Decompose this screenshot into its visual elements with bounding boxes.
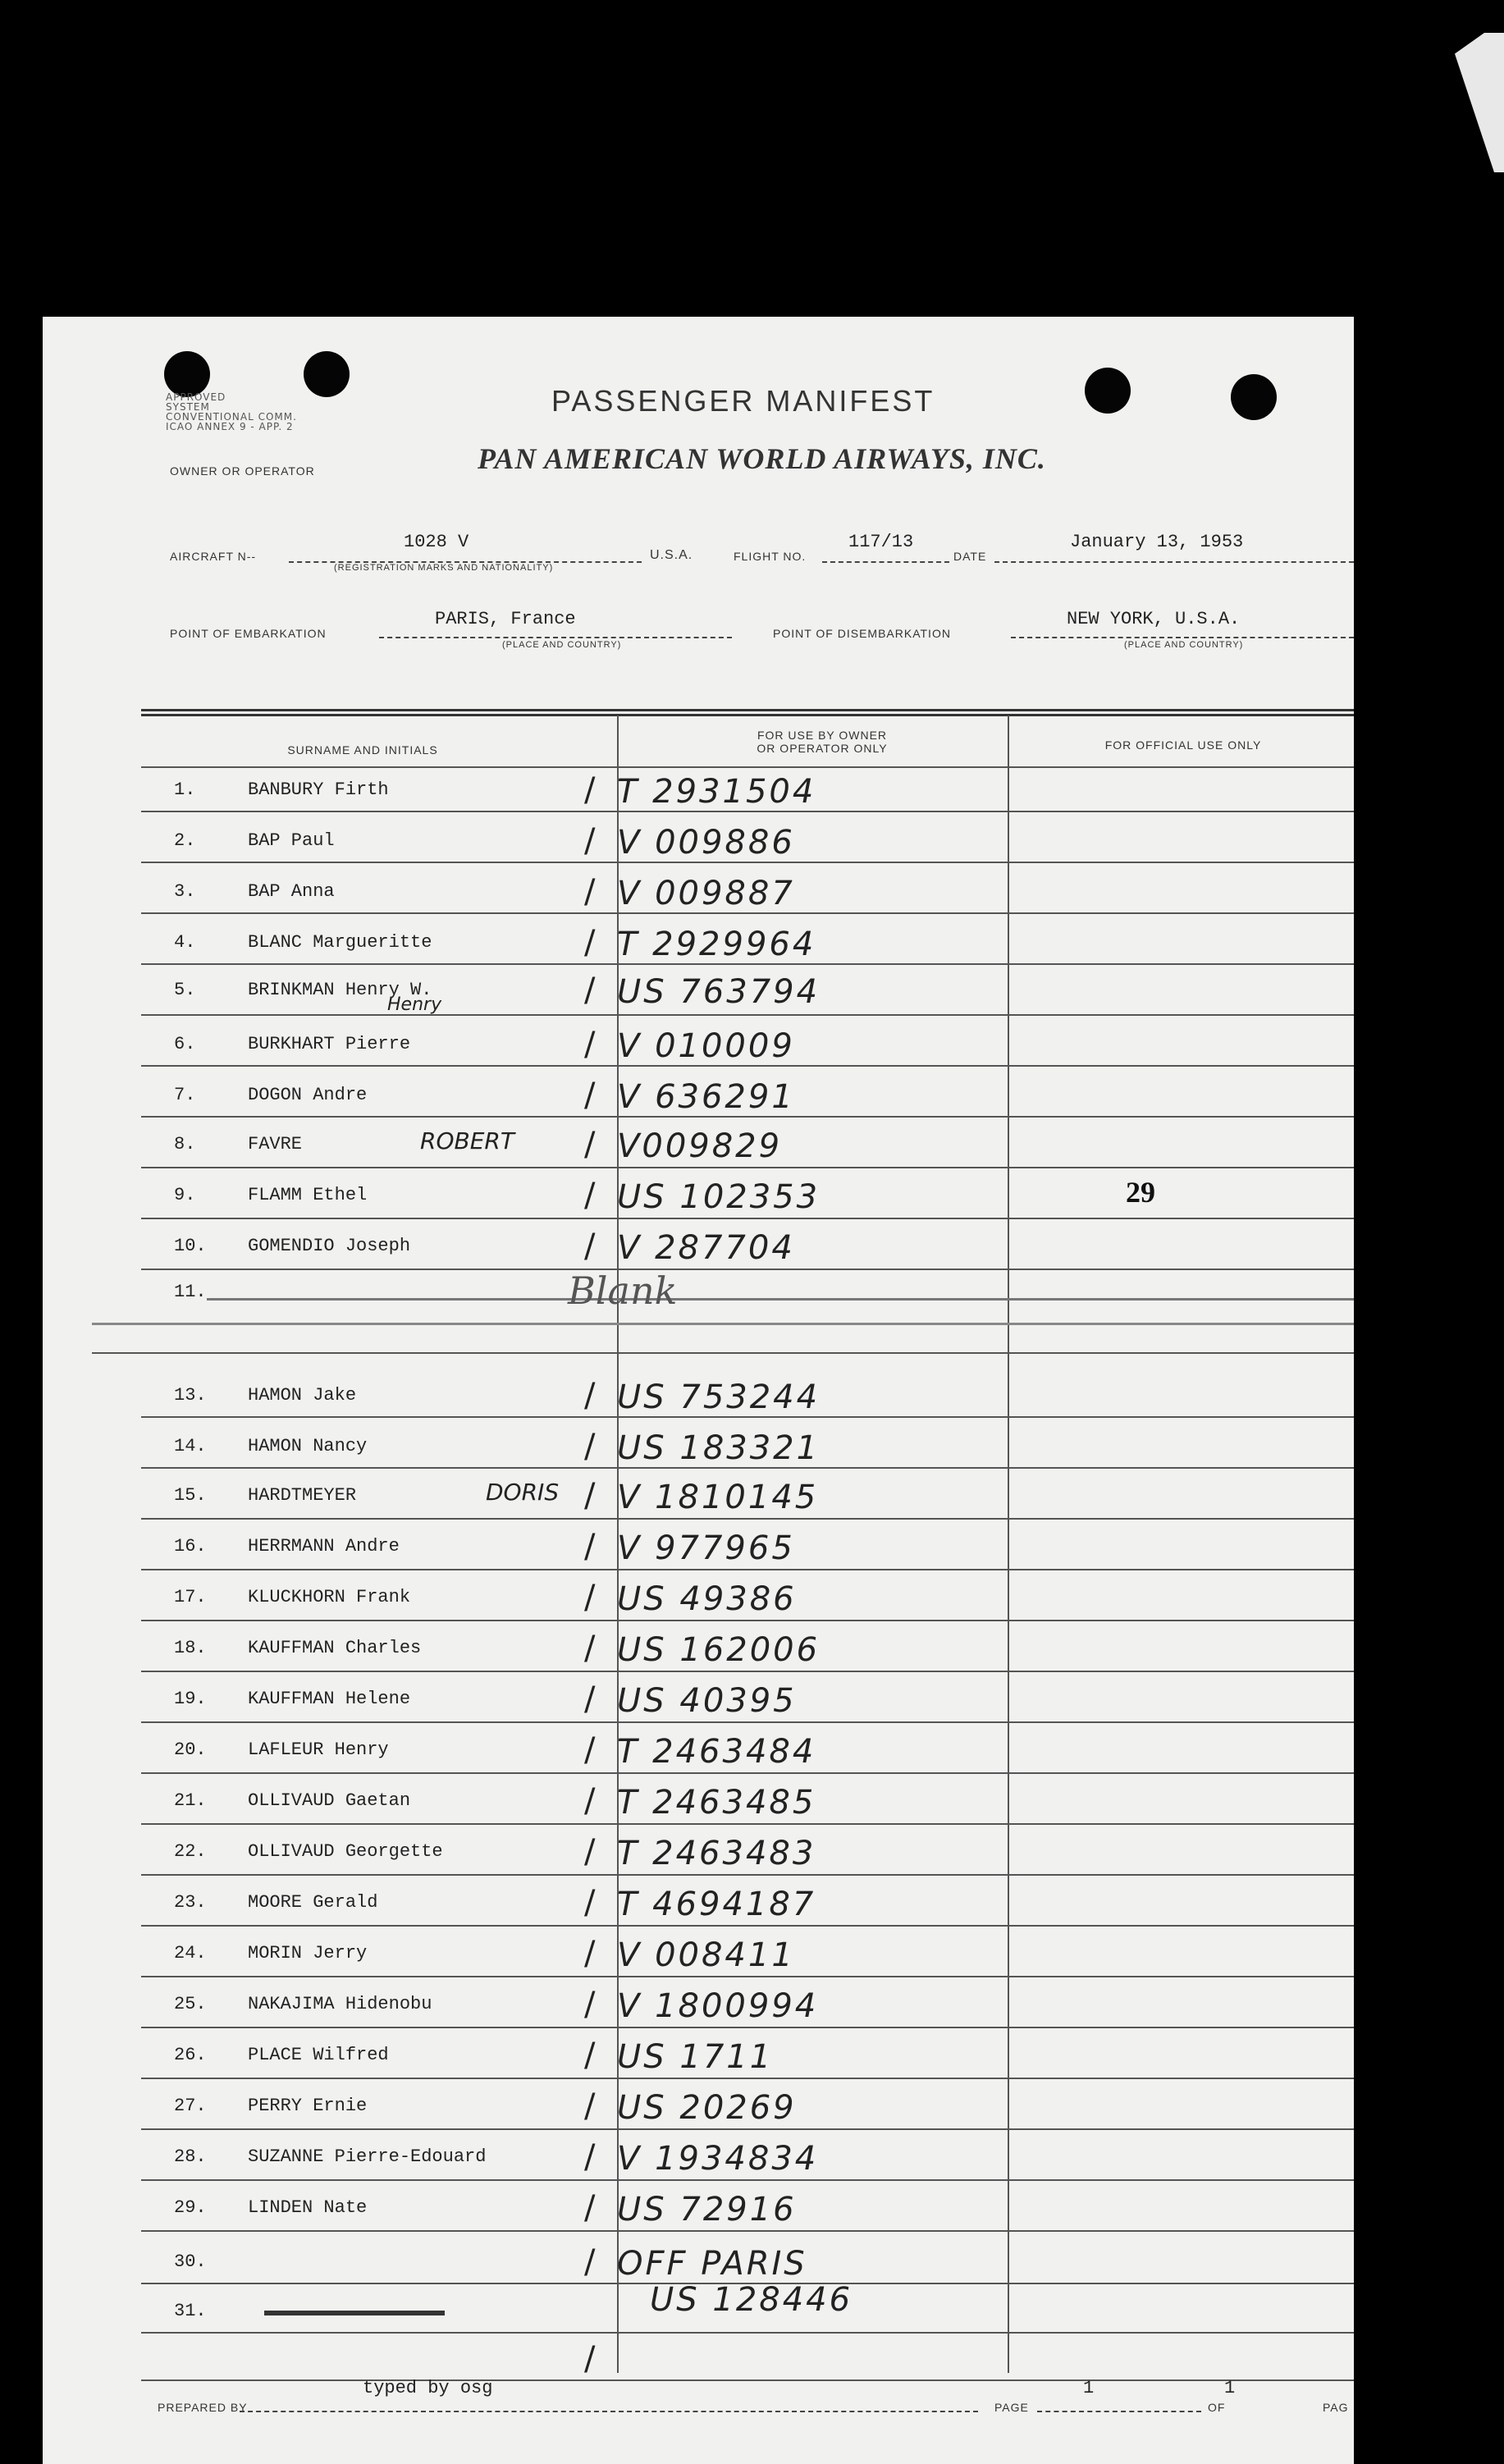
row-number: 28. [174, 2146, 207, 2167]
table-row [43, 1377, 1354, 1416]
row-number: 14. [174, 1436, 207, 1456]
check-mark: / [584, 2189, 596, 2227]
page-underline [1037, 2411, 1201, 2412]
table-row [43, 1986, 1354, 2025]
row-rule [141, 1167, 1354, 1168]
row-number: 2. [174, 830, 196, 851]
passenger-name: HAMON Jake [248, 1385, 357, 1406]
passenger-name: MORIN Jerry [248, 1943, 368, 1963]
row-rule [141, 1116, 1354, 1118]
row-rule [141, 2179, 1354, 2181]
row-rule [141, 811, 1354, 812]
row-number: 30. [174, 2251, 207, 2272]
row-rule [141, 1925, 1354, 1927]
check-mark: / [584, 2340, 596, 2378]
table-row [43, 2281, 1354, 2329]
passport-number: US 49386 [617, 1580, 797, 1618]
embarkation-value: PARIS, France [435, 609, 576, 629]
passenger-name: OLLIVAUD Georgette [248, 1841, 443, 1862]
check-mark: / [584, 1077, 596, 1114]
passport-number: V 287704 [617, 1229, 795, 1267]
column-header-official: FOR OFFICIAL USE ONLY [1104, 738, 1262, 752]
page-label-2: PAG [1323, 2401, 1349, 2414]
row-rule [141, 1823, 1354, 1825]
passport-number: US 102353 [617, 1178, 821, 1216]
passenger-name: GOMENDIO Joseph [248, 1236, 411, 1256]
passport-number: US 1711 [617, 2038, 774, 2076]
passport-number: US 183321 [617, 1429, 821, 1467]
official-mark: 29 [1126, 1176, 1155, 1209]
row-number: 3. [174, 881, 196, 902]
check-mark: / [584, 1477, 596, 1515]
table-row [43, 1227, 1354, 1267]
owner-label: OWNER OR OPERATOR [170, 464, 315, 478]
check-mark: / [584, 1630, 596, 1667]
passport-number: V 1934834 [617, 2140, 819, 2178]
punch-hole [304, 351, 350, 397]
passport-number: US 763794 [617, 973, 821, 1011]
row-number: 4. [174, 932, 196, 953]
passenger-name: LAFLEUR Henry [248, 1739, 389, 1760]
row-rule [141, 1014, 1354, 1016]
table-row [43, 1126, 1354, 1165]
passenger-name: KLUCKHORN Frank [248, 1587, 411, 1607]
row-number: 26. [174, 2045, 207, 2065]
passport-number: V 636291 [617, 1078, 795, 1116]
row-number: 6. [174, 1034, 196, 1054]
column-header-surname: SURNAME AND INITIALS [287, 743, 438, 757]
row-number: 8. [174, 1134, 196, 1154]
check-mark: / [584, 1986, 596, 2023]
struck-out-name [264, 2311, 445, 2315]
punch-hole [164, 351, 210, 397]
row-rule [141, 1218, 1354, 1219]
table-row [43, 1782, 1354, 1822]
aircraft-label: AIRCRAFT N-- [170, 550, 257, 563]
embarkation-underline [379, 637, 732, 638]
handwritten-correction: Henry [387, 994, 442, 1015]
passport-number: T 2931504 [617, 773, 816, 811]
passenger-name: KAUFFMAN Helene [248, 1689, 411, 1709]
passport-number: US 162006 [617, 1631, 821, 1669]
passenger-name: FLAMM Ethel [248, 1185, 368, 1205]
passport-number: V 009886 [617, 824, 795, 862]
table-top-rule [141, 714, 1354, 716]
row-number: 15. [174, 1485, 207, 1506]
date-underline [994, 561, 1354, 563]
passenger-name: BURKHART Pierre [248, 1034, 411, 1054]
passenger-name: KAUFFMAN Charles [248, 1638, 422, 1658]
row-number: 9. [174, 1185, 196, 1205]
row-rule [141, 1721, 1354, 1723]
flight-underline [822, 561, 949, 563]
passport-number: US 40395 [617, 1682, 797, 1720]
row-rule [141, 2230, 1354, 2232]
aircraft-sublabel: (REGISTRATION MARKS AND NATIONALITY) [334, 563, 554, 573]
page-label: PAGE [994, 2401, 1029, 2414]
check-mark: / [584, 822, 596, 860]
disembarkation-value: NEW YORK, U.S.A. [1067, 609, 1241, 629]
blank-note: Blank [568, 1269, 678, 1313]
flight-label: FLIGHT NO. [734, 550, 807, 563]
passenger-name: PERRY Ernie [248, 2096, 368, 2116]
table-row [43, 873, 1354, 912]
passport-number: V 977965 [617, 1529, 795, 1567]
row-number: 24. [174, 1943, 207, 1963]
row-rule [141, 1874, 1354, 1876]
row-number: 16. [174, 1536, 207, 1557]
table-row [43, 1277, 1354, 1310]
page-title: PASSENGER MANIFEST [551, 384, 935, 418]
check-mark: / [584, 873, 596, 911]
operator-name: PAN AMERICAN WORLD AIRWAYS, INC. [478, 442, 1046, 475]
passport-number: V 1810145 [617, 1479, 819, 1516]
row-number: 19. [174, 1689, 207, 1709]
table-row [43, 1077, 1354, 1116]
row-rule [141, 1518, 1354, 1520]
check-mark: / [584, 1428, 596, 1465]
row-rule [141, 1416, 1354, 1418]
row-rule [141, 1772, 1354, 1774]
check-mark: / [584, 1833, 596, 1871]
table-row [43, 1833, 1354, 1872]
flight-value: 117/13 [848, 532, 914, 552]
row-number: 22. [174, 1841, 207, 1862]
table-row [43, 1176, 1354, 1216]
passenger-name: LINDEN Nate [248, 2197, 368, 2218]
passenger-name: BANBURY Firth [248, 779, 389, 800]
handwritten-correction: DORIS [486, 1479, 560, 1506]
row-rule [141, 1620, 1354, 1621]
check-mark: / [584, 1227, 596, 1265]
row-rule [141, 1976, 1354, 1977]
check-mark: / [584, 2037, 596, 2074]
blank-strike [207, 1298, 1354, 1301]
prepared-by-underline [240, 2411, 978, 2412]
passenger-name: BRINKMAN Henry W. [248, 980, 432, 1000]
punch-hole [1085, 368, 1131, 414]
check-mark: / [584, 1177, 596, 1214]
row-number: 18. [174, 1638, 207, 1658]
passenger-name: SUZANNE Pierre-Edouard [248, 2146, 487, 2167]
row-number: 13. [174, 1385, 207, 1406]
row-number: 10. [174, 1236, 207, 1256]
passport-number: T 2463484 [617, 1733, 816, 1771]
background-sheet-corner [1455, 33, 1504, 172]
passport-number: US 72916 [617, 2191, 797, 2229]
blank-strike [92, 1323, 1354, 1325]
date-value: January 13, 1953 [1070, 532, 1244, 552]
passport-number: US 20269 [617, 2089, 797, 2127]
check-mark: / [584, 1026, 596, 1063]
row-number: 20. [174, 1739, 207, 1760]
row-rule [141, 912, 1354, 914]
column-header-owner-use: FOR USE BY OWNER [757, 729, 888, 742]
check-mark: / [584, 1528, 596, 1566]
column-header-owner-use: OR OPERATOR ONLY [757, 742, 888, 755]
row-rule [141, 2379, 1354, 2381]
check-mark: / [584, 2243, 596, 2281]
row-rule [141, 1671, 1354, 1672]
passport-number: T 2463485 [617, 1784, 816, 1822]
check-mark: / [584, 924, 596, 962]
embarkation-sublabel: (PLACE AND COUNTRY) [502, 640, 622, 650]
passport-number: V 009887 [617, 875, 795, 912]
check-mark: / [584, 771, 596, 809]
table-row [43, 1026, 1354, 1065]
passenger-name: BAP Anna [248, 881, 335, 902]
row-number: 5. [174, 980, 196, 1000]
table-row [43, 771, 1354, 811]
of-label: OF [1208, 2401, 1226, 2414]
punch-hole [1231, 374, 1277, 420]
page-total: 1 [1224, 2378, 1236, 2398]
row-rule [141, 1269, 1354, 1270]
passenger-name: NAKAJIMA Hidenobu [248, 1994, 432, 2014]
passenger-name: MOORE Gerald [248, 1892, 378, 1913]
table-row [43, 2243, 1354, 2283]
row-rule [141, 1065, 1354, 1067]
table-row [43, 1477, 1354, 1516]
manifest-page [43, 317, 1354, 2464]
passenger-name: BAP Paul [248, 830, 335, 851]
passport-number: V 1800994 [617, 1987, 819, 2025]
prepared-by-label: PREPARED BY [158, 2401, 248, 2414]
table-row [43, 1528, 1354, 1567]
passenger-name: OLLIVAUD Gaetan [248, 1790, 411, 1811]
row-number: 21. [174, 1790, 207, 1811]
passenger-name: HAMON Nancy [248, 1436, 368, 1456]
table-row [43, 822, 1354, 862]
row-number: 29. [174, 2197, 207, 2218]
handwritten-correction: ROBERT [420, 1127, 514, 1154]
passenger-name: HERRMANN Andre [248, 1536, 400, 1557]
aircraft-value: 1028 V [404, 532, 469, 552]
disembarkation-underline [1011, 637, 1354, 638]
check-mark: / [584, 2138, 596, 2176]
passport-number: T 2929964 [617, 926, 816, 963]
table-row [43, 1680, 1354, 1720]
handwritten-note: US 128446 [650, 2281, 853, 2319]
disembarkation-sublabel: (PLACE AND COUNTRY) [1124, 640, 1244, 650]
table-row [43, 924, 1354, 963]
table-row [43, 2087, 1354, 2127]
passport-number: T 4694187 [617, 1886, 816, 1923]
check-mark: / [584, 1126, 596, 1163]
table-row [43, 1884, 1354, 1923]
check-mark: / [584, 1935, 596, 1973]
row-number: 7. [174, 1085, 196, 1105]
check-mark: / [584, 1680, 596, 1718]
table-row [43, 971, 1354, 1015]
table-row [43, 2189, 1354, 2229]
row-number: 1. [174, 779, 196, 800]
row-number: 17. [174, 1587, 207, 1607]
check-mark: / [584, 1782, 596, 1820]
row-number: 11. [174, 1282, 207, 1302]
check-mark: / [584, 1731, 596, 1769]
typed-by-note: typed by osg [363, 2378, 493, 2398]
row-rule [141, 1569, 1354, 1570]
passport-number: T 2463483 [617, 1835, 816, 1872]
passport-number: V009829 [617, 1127, 783, 1165]
check-mark: / [584, 1377, 596, 1415]
check-mark: / [584, 1884, 596, 1922]
embarkation-label: POINT OF EMBARKATION [170, 627, 327, 640]
row-rule [141, 963, 1354, 965]
approval-stamp: APPROVED SYSTEM CONVENTIONAL COMM. ICAO ANNEX 9 - APP. 2 [166, 391, 297, 432]
table-row [43, 2037, 1354, 2076]
passport-number: OFF PARIS [617, 2245, 807, 2283]
date-label: DATE [953, 550, 987, 563]
row-number: 23. [174, 1892, 207, 1913]
page-number: 1 [1083, 2378, 1095, 2398]
row-rule [141, 2078, 1354, 2079]
row-rule [141, 2332, 1354, 2334]
row-rule [92, 1352, 1354, 1354]
table-row [43, 2138, 1354, 2178]
passenger-name: HARDTMEYER [248, 1485, 357, 1506]
table-row [43, 1731, 1354, 1771]
check-mark: / [584, 971, 596, 1009]
passenger-name: BLANC Margueritte [248, 932, 432, 953]
table-top-rule [141, 709, 1354, 711]
passport-number: US 753244 [617, 1378, 821, 1416]
table-row [43, 2340, 1354, 2378]
check-mark: / [584, 2087, 596, 2125]
row-rule [141, 1467, 1354, 1469]
passport-number: V 010009 [617, 1027, 795, 1065]
table-row [43, 1935, 1354, 1974]
row-rule [141, 862, 1354, 863]
passenger-name: FAVRE [248, 1134, 303, 1154]
table-row [43, 1428, 1354, 1467]
check-mark: / [584, 1579, 596, 1616]
passenger-name: PLACE Wilfred [248, 2045, 389, 2065]
table-row [43, 1630, 1354, 1669]
row-number: 27. [174, 2096, 207, 2116]
row-number: 31. [174, 2301, 207, 2321]
row-rule [141, 2027, 1354, 2028]
country-mark: U.S.A. [650, 548, 693, 562]
table-header-rule [141, 766, 1354, 768]
row-number: 25. [174, 1994, 207, 2014]
table-row [43, 1579, 1354, 1618]
row-rule [141, 2128, 1354, 2130]
disembarkation-label: POINT OF DISEMBARKATION [773, 627, 951, 640]
passport-number: V 008411 [617, 1936, 795, 1974]
passenger-name: DOGON Andre [248, 1085, 368, 1105]
